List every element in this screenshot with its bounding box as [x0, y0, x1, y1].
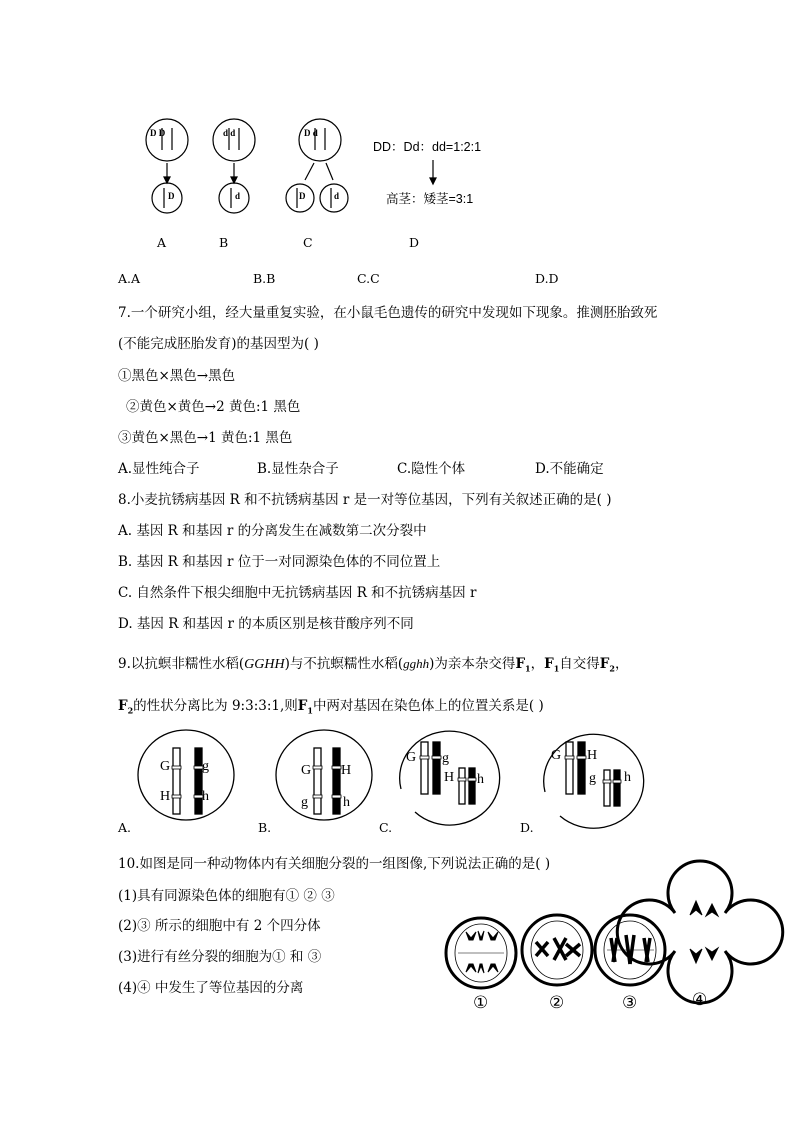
fig6-genotype-ratio: DD：Dd：dd=1:2:1 — [373, 140, 482, 154]
q7-item-3: ③黄色×黑色→1 黄色:1 黑色 — [118, 430, 293, 446]
q9-a-right-top: g — [202, 759, 209, 774]
q9-b-right-bottom: h — [343, 795, 350, 810]
q7-item-1: ①黑色×黑色→黑色 — [118, 368, 236, 384]
q10-item-1: (1)具有同源染色体的细胞有① ② ③ — [118, 888, 335, 904]
q9-f1-c: $F_1$ — [297, 698, 313, 716]
q9-b-left-bottom: g — [301, 795, 308, 810]
q9-option-d: D. — [520, 820, 534, 835]
fig6-label-d: D — [409, 235, 420, 250]
q10-item-3: (3)进行有丝分裂的细胞为① 和 ③ — [118, 949, 322, 965]
q9-option-a: A. — [118, 820, 132, 835]
q7-stem-line2: (不能完成胚胎发育)的基因型为( ) — [118, 336, 319, 352]
fig6-phenotype-ratio: 高茎：矮茎=3:1 — [386, 192, 474, 206]
q9-a-left-bottom: H — [160, 789, 171, 804]
q7-item-2: ②黄色×黄色→2 黄色:1 黑色 — [126, 399, 301, 415]
fig6-b-bottom: d — [235, 191, 241, 201]
q9-option-b: B. — [258, 820, 272, 835]
q9-math-parent1: GGHH — [244, 657, 285, 672]
fig6-label-b: B — [219, 235, 229, 250]
q9-f1-a: $F_1$ — [515, 656, 531, 674]
fig6-c-bottom-right: d — [334, 191, 340, 201]
q10-item-4: (4)④ 中发生了等位基因的分离 — [118, 980, 304, 996]
q9-text-7: 的性状分离比为 9:3:3:1,则 — [133, 698, 298, 714]
q8-option-a: A. 基因 R 和基因 r 的分离发生在减数第二次分裂中 — [118, 523, 427, 539]
q10-item-2: (2)③ 所示的细胞中有 2 个四分体 — [118, 918, 321, 934]
q9-text-6: ， — [614, 656, 629, 672]
q9-text-3: )为亲本杂交得 — [429, 656, 516, 672]
q10-cell-label-1: ① — [473, 993, 489, 1013]
q9-f2-b: $F_2$ — [118, 698, 134, 716]
q9-d-label-2: H — [587, 748, 598, 763]
fig6-a-bottom: D — [168, 191, 175, 201]
q9-d-label-3: g — [589, 771, 596, 786]
q8-stem: 8.小麦抗锈病基因 R 和不抗锈病基因 r 是一对等位基因，下列有关叙述正确的是( ) — [118, 492, 612, 508]
q9-text-8: 中两对基因在染色体上的位置关系是( ) — [312, 698, 544, 714]
q10-cell-label-4: ④ — [692, 990, 708, 1010]
fig6-b-top: d d — [223, 128, 236, 138]
q7-stem-line1: 7.一个研究小组，经大量重复实验，在小鼠毛色遗传的研究中发现如下现象。推测胚胎致死 — [118, 305, 658, 321]
q10-cell-label-3: ③ — [622, 993, 638, 1013]
q9-c-label-2: g — [442, 751, 449, 766]
fig6-label-a: A — [157, 235, 167, 250]
q6-option-d: D.D — [535, 271, 559, 286]
q9-c-label-4: h — [477, 772, 484, 787]
fig6-label-c: C — [303, 235, 313, 250]
q8-option-d: D. 基因 R 和基因 r 的本质区别是核苷酸序列不同 — [118, 616, 414, 632]
q9-math-parent2: gghh — [403, 656, 430, 671]
q9-text-2: )与不抗螟糯性水稻( — [284, 656, 404, 672]
q8-option-b: B. 基因 R 和基因 r 位于一对同源染色体的不同位置上 — [118, 554, 441, 570]
q10-cell-label-2: ② — [549, 993, 565, 1013]
q9-b-left-top: G — [301, 763, 312, 778]
q9-c-label-3: H — [444, 770, 455, 785]
q8-option-c: C. 自然条件下根尖细胞中无抗锈病基因 R 和不抗锈病基因 r — [118, 585, 477, 601]
q9-f1-b: $F_1$ — [544, 656, 560, 674]
q7-option-c: C.隐性个体 — [397, 461, 466, 477]
q9-d-label-1: G — [551, 748, 562, 763]
q9-a-left-top: G — [160, 759, 171, 774]
q9-b-right-top: H — [341, 763, 352, 778]
q9-a-right-bottom: h — [202, 789, 209, 804]
q7-option-d: D.不能确定 — [535, 461, 604, 477]
q9-option-c: C. — [379, 820, 393, 835]
q9-d-label-4: h — [624, 770, 631, 785]
q9-c-label-1: G — [406, 750, 417, 765]
q6-option-c: C.C — [357, 271, 380, 286]
q7-option-a: A.显性纯合子 — [118, 461, 200, 477]
q10-stem: 10.如图是同一种动物体内有关细胞分裂的一组图像,下列说法正确的是( ) — [118, 856, 551, 872]
q6-option-a: A.A — [118, 271, 141, 286]
q9-f2-a: $F_2$ — [599, 656, 615, 674]
q6-option-b: B.B — [253, 271, 276, 286]
fig6-a-top: D D — [150, 128, 166, 138]
q9-text-4: ， — [530, 656, 545, 672]
fig6-c-bottom-left: D — [299, 191, 306, 201]
q7-option-b: B.显性杂合子 — [257, 461, 339, 477]
q9-text-1: 9.以抗螟非糯性水稻( — [118, 656, 245, 672]
q9-text-5: 自交得 — [559, 656, 600, 672]
fig6-c-top: D d — [304, 128, 318, 138]
